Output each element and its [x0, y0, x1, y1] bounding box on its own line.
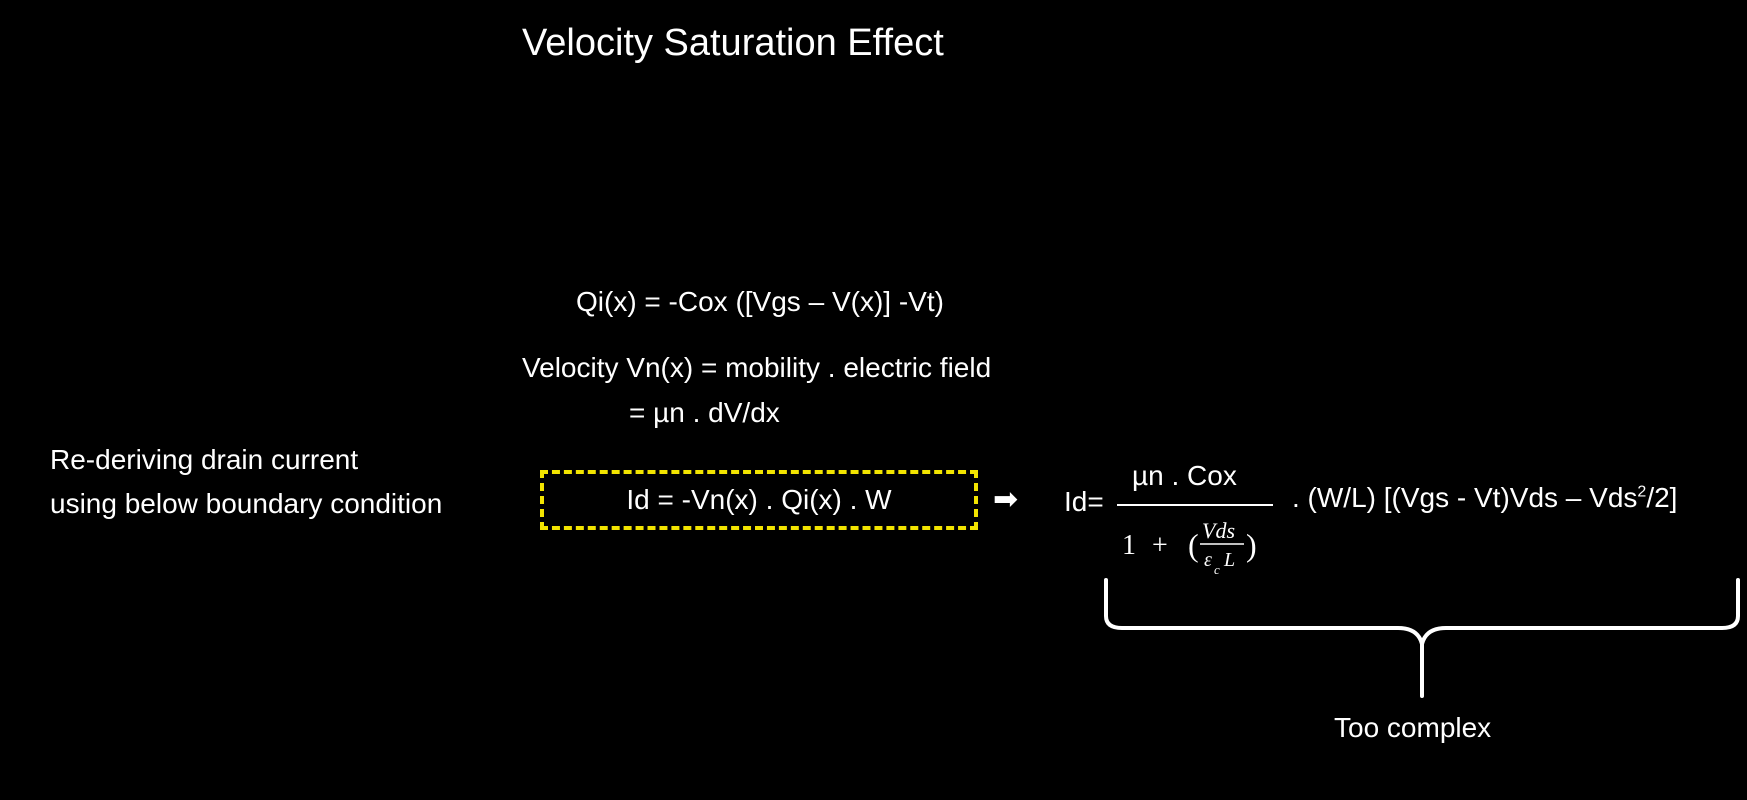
result-lhs: Id= — [1064, 486, 1104, 517]
denominator-open-paren: ( — [1188, 527, 1199, 563]
denominator-one: 1 — [1122, 530, 1136, 561]
inner-den-subscript: c — [1214, 562, 1220, 577]
fraction-numerator: µn . Cox — [1132, 460, 1237, 491]
velocity-equation-continued: = µn . dV/dx — [629, 397, 780, 428]
denominator-plus: + — [1152, 530, 1168, 561]
right-arrow-icon: ➡ — [993, 483, 1019, 516]
inner-numerator: Vds — [1202, 518, 1235, 543]
remainder-text: . (W/L) [(Vgs - Vt)Vds – Vds — [1292, 482, 1638, 513]
boundary-condition-box — [540, 470, 978, 530]
slide-title: Velocity Saturation Effect — [522, 22, 944, 64]
inner-den-L: L — [1224, 549, 1236, 571]
result-remainder — [1292, 482, 1677, 514]
remainder-end: /2] — [1646, 482, 1678, 513]
charge-equation: Qi(x) = -Cox ([Vgs – V(x)] -Vt) — [576, 286, 944, 317]
boxed-equation: Id = -Vn(x) . Qi(x) . W — [626, 484, 892, 515]
denominator-close-paren: ) — [1246, 527, 1257, 563]
remainder-superscript: 2 — [1637, 483, 1647, 501]
velocity-equation: Velocity Vn(x) = mobility . electric field — [522, 352, 992, 383]
lead-text-line1: Re-deriving drain current — [50, 444, 359, 475]
curly-brace-icon — [1100, 576, 1744, 700]
inner-den-epsilon: ε — [1204, 549, 1212, 571]
fraction-denominator — [1118, 518, 1278, 584]
lead-text-line2: using below boundary condition — [50, 488, 443, 519]
brace-caption: Too complex — [1334, 712, 1492, 743]
fraction-bar — [1117, 504, 1273, 506]
